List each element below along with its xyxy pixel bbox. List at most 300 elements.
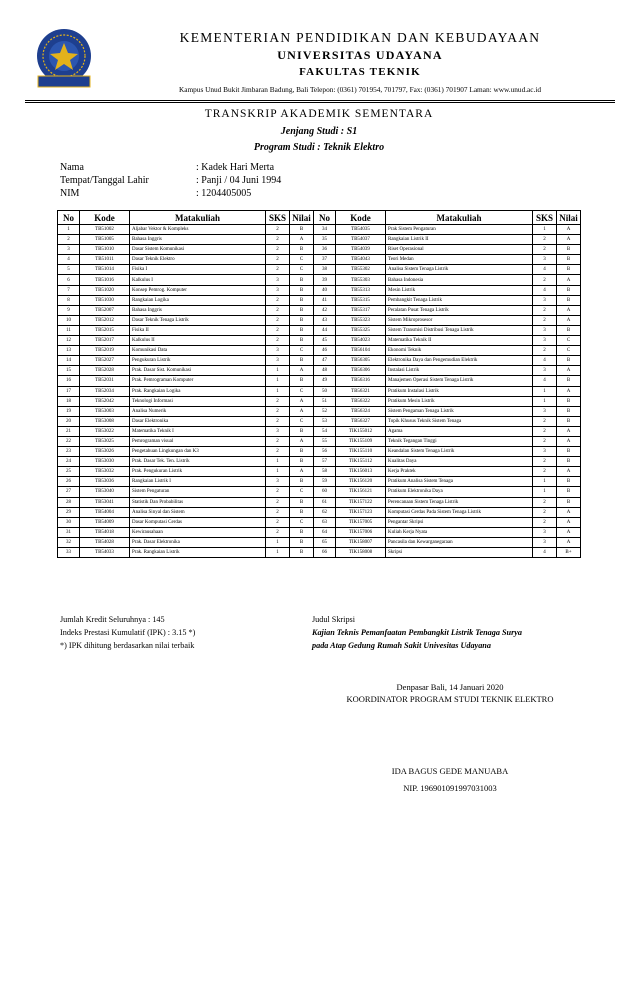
course-grade: C <box>557 336 581 346</box>
course-name: Teori Medan <box>386 255 533 265</box>
course-grade: C <box>290 265 314 275</box>
course-credits: 3 <box>266 426 290 436</box>
header-divider <box>25 100 615 101</box>
course-grade: B <box>290 457 314 467</box>
course-grade: A <box>557 467 581 477</box>
course-name: Prak. Dasar Elektronika <box>130 537 266 547</box>
ministry-name: KEMENTERIAN PENDIDIKAN DAN KEBUDAYAAN <box>179 30 541 45</box>
course-name: Kalkulus II <box>130 336 266 346</box>
address-line: Kampus Unud Bukit Jimbaran Badung, Bali Telepon: (0361) 701954, 701797, Fax: (0361) 701907 Laman: www.unud.ac.id <box>178 85 542 94</box>
course-grade: A <box>557 386 581 396</box>
course-code: TIK157005 <box>336 517 386 527</box>
col-header-matakuliah: Matakuliah <box>386 211 533 225</box>
course-code: TB54004 <box>80 507 130 517</box>
table-row <box>58 366 581 376</box>
course-code: TIK155110 <box>336 447 386 457</box>
course-grade: A <box>557 537 581 547</box>
course-grade: A <box>557 235 581 245</box>
course-credits: 2 <box>266 416 290 426</box>
course-grade: A <box>557 305 581 315</box>
signatory-nip: NIP. 196901091997031003 <box>403 783 497 793</box>
course-code: TB55315 <box>336 295 386 305</box>
course-credits: 2 <box>266 406 290 416</box>
table-row <box>58 295 581 305</box>
table-row <box>58 346 581 356</box>
course-code: TB51010 <box>80 245 130 255</box>
col-header-sks: SKS <box>533 211 557 225</box>
row-no: 13 <box>58 346 80 356</box>
course-credits: 4 <box>533 285 557 295</box>
course-code: TB52042 <box>80 396 130 406</box>
course-name: Bahasa Indonesia <box>386 275 533 285</box>
student-nim-row <box>60 187 281 200</box>
study-program: Program Studi : Teknik Elektro <box>253 142 385 153</box>
course-credits: 1 <box>533 225 557 235</box>
course-grade: B <box>290 507 314 517</box>
course-grade: C <box>290 386 314 396</box>
course-credits: 3 <box>266 275 290 285</box>
course-name: Keandalan Sistem Tenaga Listrik <box>386 447 533 457</box>
course-name: Bahasa Inggris <box>130 235 266 245</box>
signature-place-date: Denpasar Bali, 14 Januari 2020 <box>396 682 504 692</box>
course-name: Teknologi Informasi <box>130 396 266 406</box>
course-credits: 3 <box>533 366 557 376</box>
course-name: Prak. Rangkaian Listrik <box>130 548 266 558</box>
course-code: TB53036 <box>80 477 130 487</box>
row-no: 54 <box>314 426 336 436</box>
course-code: TIK156013 <box>336 467 386 477</box>
course-name: Rangkaian Listrik II <box>386 235 533 245</box>
row-no: 50 <box>314 386 336 396</box>
course-name: Fisika I <box>130 265 266 275</box>
course-name: Pancasila dan Kewarganegaraan <box>386 537 533 547</box>
course-credits: 1 <box>266 457 290 467</box>
course-name: Analisa Sinyal dan Sistem <box>130 507 266 517</box>
row-no: 33 <box>58 548 80 558</box>
course-name: Ekonomi Teknik <box>386 346 533 356</box>
table-row <box>58 305 581 315</box>
row-no: 20 <box>58 416 80 426</box>
course-grade: B <box>557 457 581 467</box>
thesis-title-line1: Kajian Teknis Pemanfaatan Pembangkit Listrik Tenaga Surya <box>312 628 523 637</box>
row-no: 18 <box>58 396 80 406</box>
row-no: 25 <box>58 467 80 477</box>
row-no: 23 <box>58 447 80 457</box>
course-code: TB56327 <box>336 416 386 426</box>
course-code: TB53003 <box>80 406 130 416</box>
row-no: 62 <box>314 507 336 517</box>
table-row <box>58 497 581 507</box>
course-code: TB55303 <box>336 275 386 285</box>
row-no: 24 <box>58 457 80 467</box>
course-name: Statistik Dan Probabilitas <box>130 497 266 507</box>
course-name: Manajemen Operasi Sistem Tenaga Listrik <box>386 376 533 386</box>
col-header-nilai: Nilai <box>557 211 581 225</box>
course-credits: 2 <box>533 467 557 477</box>
course-name: Pengukuran Listrik <box>130 356 266 366</box>
course-grade: C <box>557 346 581 356</box>
course-credits: 2 <box>266 507 290 517</box>
row-no: 56 <box>314 447 336 457</box>
thesis-section <box>312 613 522 652</box>
course-name: Matematika Teknik II <box>386 336 533 346</box>
course-code: TB53026 <box>80 447 130 457</box>
course-credits: 2 <box>266 235 290 245</box>
course-grade: B <box>557 325 581 335</box>
row-no: 51 <box>314 396 336 406</box>
course-grade: C <box>290 346 314 356</box>
course-code: TIK156121 <box>336 487 386 497</box>
table-row <box>58 386 581 396</box>
row-no: 55 <box>314 436 336 446</box>
table-row <box>58 527 581 537</box>
course-credits: 2 <box>533 426 557 436</box>
row-no: 39 <box>314 275 336 285</box>
course-code: TB55323 <box>336 315 386 325</box>
course-grade: A <box>290 235 314 245</box>
table-row <box>58 255 581 265</box>
course-name: Dasar Teknik Tenaga Listrik <box>130 315 266 325</box>
course-name: Rangkaian Logika <box>130 295 266 305</box>
course-code: TB55313 <box>336 285 386 295</box>
course-credits: 2 <box>533 245 557 255</box>
row-no: 4 <box>58 255 80 265</box>
course-credits: 1 <box>266 386 290 396</box>
table-row <box>58 426 581 436</box>
course-credits: 3 <box>533 406 557 416</box>
course-code: TB54028 <box>80 537 130 547</box>
course-grade: B <box>290 225 314 235</box>
course-name: Kewirausahaan <box>130 527 266 537</box>
row-no: 6 <box>58 275 80 285</box>
course-code: TB56316 <box>336 376 386 386</box>
table-row <box>58 396 581 406</box>
course-name: Teknik Tegangan Tinggi <box>386 436 533 446</box>
row-no: 40 <box>314 285 336 295</box>
course-name: Prak. Dasar Sist. Komunikasi <box>130 366 266 376</box>
table-row <box>58 416 581 426</box>
row-no: 65 <box>314 537 336 547</box>
col-header-sks: SKS <box>266 211 290 225</box>
row-no: 34 <box>314 225 336 235</box>
course-credits: 2 <box>266 265 290 275</box>
course-code: TB53040 <box>80 487 130 497</box>
course-code: TIK157123 <box>336 507 386 517</box>
table-row <box>58 285 581 295</box>
course-grade: B <box>290 548 314 558</box>
course-credits: 2 <box>266 436 290 446</box>
course-code: TB53032 <box>80 467 130 477</box>
course-credits: 2 <box>533 275 557 285</box>
table-row <box>58 467 581 477</box>
course-name: Topik Khusus Teknik Sistem Tenaga <box>386 416 533 426</box>
course-grade: B <box>557 295 581 305</box>
course-credits: 3 <box>533 295 557 305</box>
course-code: TB51011 <box>80 255 130 265</box>
thesis-label: Judul Skripsi <box>312 615 355 624</box>
course-grade: B <box>557 255 581 265</box>
course-name: Sistem Pengaman Tenaga Listrik <box>386 406 533 416</box>
course-code: TB54009 <box>80 517 130 527</box>
course-name: Analisa Sistem Tenaga Listrik <box>386 265 533 275</box>
course-credits: 2 <box>533 315 557 325</box>
table-row <box>58 376 581 386</box>
row-no: 26 <box>58 477 80 487</box>
course-credits: 2 <box>266 325 290 335</box>
course-credits: 1 <box>533 396 557 406</box>
course-code: TB51016 <box>80 275 130 285</box>
table-row <box>58 275 581 285</box>
course-grade: C <box>290 517 314 527</box>
course-credits: 2 <box>266 517 290 527</box>
course-credits: 2 <box>266 295 290 305</box>
course-grade: A <box>557 527 581 537</box>
transcript-summary <box>60 613 195 652</box>
course-code: TB51002 <box>80 225 130 235</box>
course-grade: B+ <box>557 548 581 558</box>
course-grade: B <box>290 245 314 255</box>
col-header-kode: Kode <box>80 211 130 225</box>
transcript-table <box>57 210 581 558</box>
course-credits: 1 <box>266 467 290 477</box>
table-row <box>58 336 581 346</box>
course-code: TB56321 <box>336 386 386 396</box>
course-grade: A <box>557 436 581 446</box>
row-no: 59 <box>314 477 336 487</box>
course-credits: 2 <box>533 497 557 507</box>
row-no: 41 <box>314 295 336 305</box>
row-no: 15 <box>58 366 80 376</box>
course-name: Riset Operasional <box>386 245 533 255</box>
row-no: 29 <box>58 507 80 517</box>
course-code: TB54035 <box>336 225 386 235</box>
row-no: 57 <box>314 457 336 467</box>
signatory-name: IDA BAGUS GEDE MANUABA <box>391 766 509 776</box>
row-no: 47 <box>314 356 336 366</box>
course-grade: A <box>557 426 581 436</box>
course-grade: A <box>557 366 581 376</box>
course-name: Perencanaan Sistem Tenaga Listrik <box>386 497 533 507</box>
course-credits: 1 <box>266 366 290 376</box>
course-code: TB52007 <box>80 305 130 315</box>
total-credits: Jumlah Kredit Seluruhnya : 145 <box>60 615 165 624</box>
student-nim-value: : 1204405005 <box>196 188 252 199</box>
course-name: Sistem Pengaturan <box>130 487 266 497</box>
course-code: TB54033 <box>80 548 130 558</box>
course-grade: A <box>557 507 581 517</box>
table-row <box>58 356 581 366</box>
table-row <box>58 245 581 255</box>
course-name: Rangkaian Listrik I <box>130 477 266 487</box>
course-grade: B <box>557 416 581 426</box>
course-name: Komputasi Cerdas Pada Sistem Tenaga Listrik <box>386 507 533 517</box>
course-code: TB55317 <box>336 305 386 315</box>
course-code: TIK155112 <box>336 457 386 467</box>
course-code: TB52017 <box>80 336 130 346</box>
course-name: Instalasi Listrik <box>386 366 533 376</box>
course-grade: B <box>290 477 314 487</box>
course-credits: 1 <box>266 548 290 558</box>
course-credits: 3 <box>533 447 557 457</box>
course-name: Kuliah Kerja Nyata <box>386 527 533 537</box>
course-grade: B <box>557 406 581 416</box>
student-name-label: Nama <box>60 162 84 173</box>
row-no: 46 <box>314 346 336 356</box>
table-row <box>58 315 581 325</box>
course-code: TB52015 <box>80 325 130 335</box>
row-no: 61 <box>314 497 336 507</box>
course-name: Prak. Pemrograman Komputer <box>130 376 266 386</box>
course-credits: 2 <box>266 497 290 507</box>
course-code: TB52027 <box>80 356 130 366</box>
university-name: UNIVERSITAS UDAYANA <box>277 48 443 62</box>
row-no: 48 <box>314 366 336 376</box>
course-credits: 2 <box>266 527 290 537</box>
course-credits: 3 <box>266 477 290 487</box>
table-row <box>58 265 581 275</box>
row-no: 8 <box>58 295 80 305</box>
row-no: 28 <box>58 497 80 507</box>
student-name-row <box>60 161 281 174</box>
course-credits: 1 <box>266 537 290 547</box>
course-code: TIK156120 <box>336 477 386 487</box>
table-row <box>58 507 581 517</box>
course-name: Prak Sistem Pengaturan <box>386 225 533 235</box>
course-code: TB56324 <box>336 406 386 416</box>
row-no: 27 <box>58 487 80 497</box>
course-grade: A <box>557 517 581 527</box>
row-no: 45 <box>314 336 336 346</box>
row-no: 66 <box>314 548 336 558</box>
course-code: TIK157006 <box>336 527 386 537</box>
table-row <box>58 477 581 487</box>
course-name: Prak. Rangkaian Logika <box>130 386 266 396</box>
course-grade: B <box>557 356 581 366</box>
col-header-no: No <box>58 211 80 225</box>
page-title: TRANSKRIP AKADEMIK SEMENTARA <box>204 108 434 120</box>
course-grade: A <box>557 225 581 235</box>
course-name: Pratikum Analisa Sistem Tenaga <box>386 477 533 487</box>
course-code: TB56104 <box>336 346 386 356</box>
course-code: TB54039 <box>336 245 386 255</box>
student-nim-label: NIM <box>60 188 80 199</box>
course-code: TB54023 <box>336 336 386 346</box>
course-name: Pengantar Skripsi <box>386 517 533 527</box>
course-name: Komunikasi Data <box>130 346 266 356</box>
course-code: TB53041 <box>80 497 130 507</box>
row-no: 17 <box>58 386 80 396</box>
course-credits: 1 <box>533 386 557 396</box>
course-grade: B <box>290 275 314 285</box>
course-grade: B <box>557 265 581 275</box>
row-no: 10 <box>58 315 80 325</box>
course-grade: B <box>290 527 314 537</box>
row-no: 37 <box>314 255 336 265</box>
course-credits: 4 <box>533 265 557 275</box>
course-name: Elektronika Daya dan Pengemudian Elektrik <box>386 356 533 366</box>
course-credits: 3 <box>266 356 290 366</box>
course-name: Dasar Teknik Elektro <box>130 255 266 265</box>
course-grade: A <box>290 406 314 416</box>
course-name: Aljabar Vektor & Kompleks <box>130 225 266 235</box>
course-name: Pengetahuan Lingkungan dan K3 <box>130 447 266 457</box>
course-credits: 2 <box>266 305 290 315</box>
course-code: TIK158007 <box>336 537 386 547</box>
course-grade: B <box>557 396 581 406</box>
course-credits: 3 <box>533 527 557 537</box>
course-credits: 2 <box>533 235 557 245</box>
course-code: TIK155109 <box>336 436 386 446</box>
table-row <box>58 235 581 245</box>
row-no: 43 <box>314 315 336 325</box>
course-grade: C <box>290 416 314 426</box>
course-grade: B <box>290 295 314 305</box>
course-name: Skripsi <box>386 548 533 558</box>
course-grade: B <box>557 376 581 386</box>
row-no: 2 <box>58 235 80 245</box>
student-birth-label: Tempat/Tanggal Lahir <box>60 175 149 186</box>
table-row <box>58 325 581 335</box>
course-name: Pratikum Mesin Listrik <box>386 396 533 406</box>
study-level: Jenjang Studi : S1 <box>280 126 358 137</box>
course-grade: B <box>557 487 581 497</box>
course-name: Bahasa Inggris <box>130 305 266 315</box>
course-grade: A <box>290 366 314 376</box>
course-grade: B <box>557 447 581 457</box>
row-no: 3 <box>58 245 80 255</box>
course-name: Matematika Teknik I <box>130 426 266 436</box>
course-name: Peralatan Pusat Tenaga Listrik <box>386 305 533 315</box>
course-code: TB53030 <box>80 457 130 467</box>
course-grade: B <box>557 245 581 255</box>
course-name: Prak. Dasar Tek. Ten. Listrik <box>130 457 266 467</box>
student-birth-value: : Panji / 04 Juni 1994 <box>196 175 282 186</box>
course-name: Kualitas Daya <box>386 457 533 467</box>
course-code: TB52019 <box>80 346 130 356</box>
course-grade: B <box>290 497 314 507</box>
course-code: TB52028 <box>80 366 130 376</box>
course-name: Analisa Numerik <box>130 406 266 416</box>
row-no: 9 <box>58 305 80 315</box>
course-credits: 4 <box>533 356 557 366</box>
course-grade: B <box>290 537 314 547</box>
course-credits: 1 <box>533 487 557 497</box>
course-credits: 2 <box>266 447 290 457</box>
course-credits: 2 <box>533 457 557 467</box>
course-credits: 2 <box>266 225 290 235</box>
course-credits: 3 <box>533 325 557 335</box>
course-grade: A <box>557 315 581 325</box>
course-grade: C <box>290 255 314 265</box>
course-grade: B <box>290 325 314 335</box>
course-name: Pemrograman visual <box>130 436 266 446</box>
course-name: Agama <box>386 426 533 436</box>
course-grade: B <box>290 356 314 366</box>
col-header-matakuliah: Matakuliah <box>130 211 266 225</box>
course-name: Sistem Transmisi Distribusi Tenaga Listrik <box>386 325 533 335</box>
course-credits: 2 <box>266 336 290 346</box>
course-code: TB52031 <box>80 376 130 386</box>
course-code: TB53022 <box>80 426 130 436</box>
course-code: TIK157122 <box>336 497 386 507</box>
course-name: Pratikum Instalasi Listrik <box>386 386 533 396</box>
table-row <box>58 548 581 558</box>
student-birth-row <box>60 174 281 187</box>
course-grade: C <box>290 487 314 497</box>
course-grade: A <box>290 467 314 477</box>
thesis-title-line2: pada Atap Gedung Rumah Sakit Univesitas Udayana <box>312 641 491 650</box>
course-credits: 3 <box>533 336 557 346</box>
